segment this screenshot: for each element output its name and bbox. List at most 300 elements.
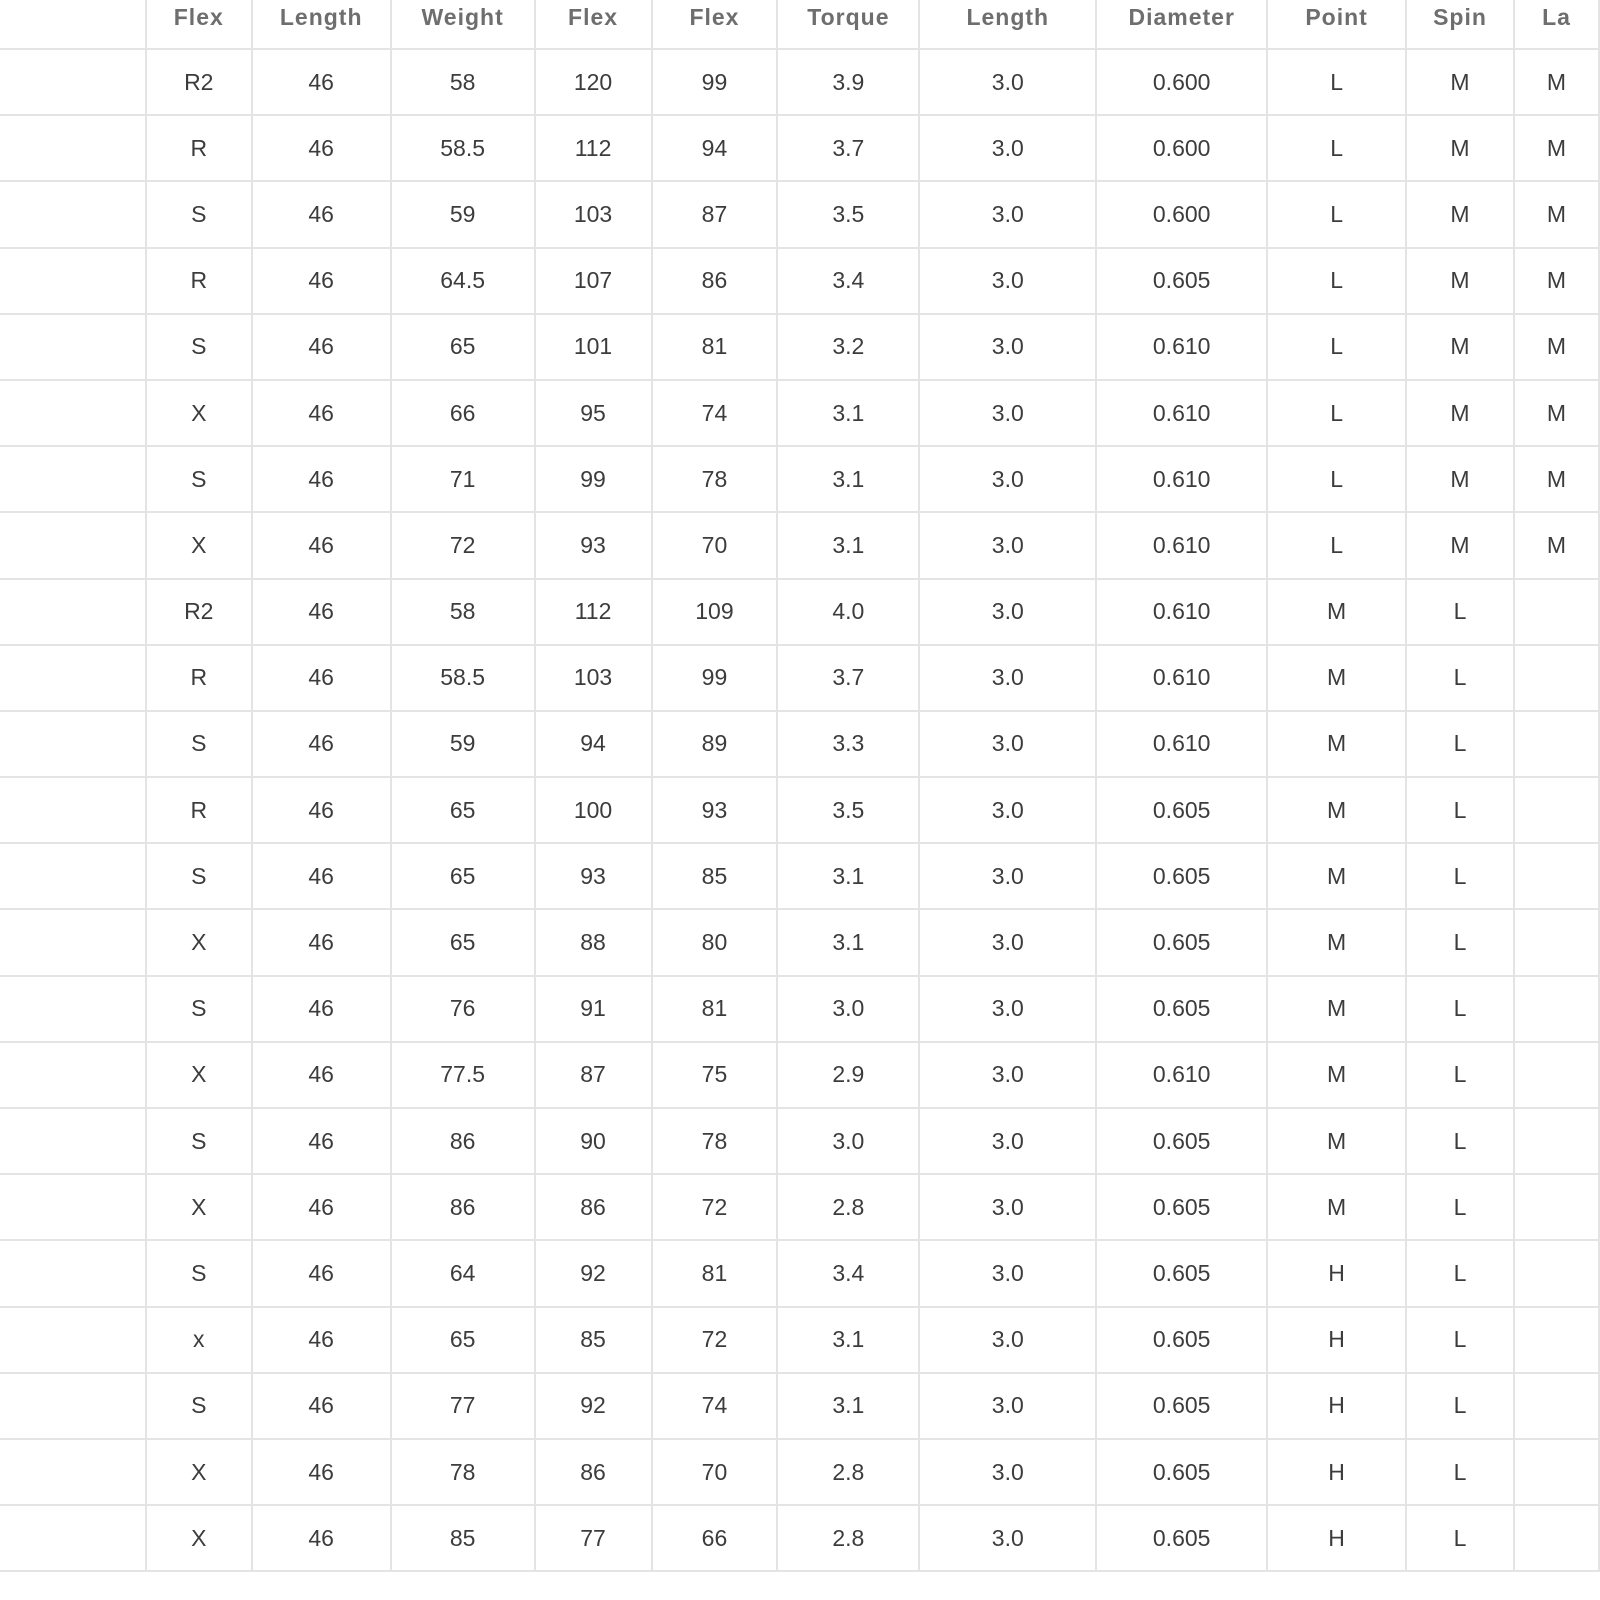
- model-cell: [0, 1505, 146, 1571]
- table-cell: 72: [652, 1174, 778, 1240]
- table-cell: 46: [252, 1439, 391, 1505]
- table-cell: 0.605: [1096, 777, 1267, 843]
- table-body: [0, 49, 1599, 1571]
- table-cell: L: [1406, 1042, 1514, 1108]
- table-cell: 46: [252, 579, 391, 645]
- column-header: Torque: [777, 0, 919, 49]
- table-cell: 94: [652, 115, 778, 181]
- table-cell: 77.5: [391, 1042, 535, 1108]
- table-cell: R2: [146, 579, 252, 645]
- column-header: [0, 0, 146, 49]
- table-cell: 46: [252, 512, 391, 578]
- table-cell: 76: [391, 976, 535, 1042]
- table-cell: [1514, 1042, 1599, 1108]
- table-cell: 112: [535, 579, 652, 645]
- table-cell: 0.605: [1096, 1108, 1267, 1174]
- header-row: [0, 0, 1599, 49]
- table-cell: 3.0: [919, 1240, 1096, 1306]
- table-cell: S: [146, 1108, 252, 1174]
- table-cell: 92: [535, 1240, 652, 1306]
- model-cell: [0, 777, 146, 843]
- table-cell: 3.0: [919, 976, 1096, 1042]
- table-cell: 0.605: [1096, 843, 1267, 909]
- table-row: [0, 1108, 1599, 1174]
- table-cell: 3.0: [919, 1505, 1096, 1571]
- column-header: Point: [1267, 0, 1406, 49]
- table-cell: S: [146, 1240, 252, 1306]
- model-cell: [0, 1042, 146, 1108]
- table-cell: 66: [652, 1505, 778, 1571]
- column-header: La: [1514, 0, 1599, 49]
- table-cell: M: [1267, 909, 1406, 975]
- table-cell: 65: [391, 909, 535, 975]
- table-cell: 86: [535, 1439, 652, 1505]
- table-cell: S: [146, 314, 252, 380]
- column-header: Flex: [146, 0, 252, 49]
- table-cell: 0.610: [1096, 314, 1267, 380]
- table-cell: 74: [652, 1373, 778, 1439]
- table-cell: 0.610: [1096, 711, 1267, 777]
- table-cell: 88: [535, 909, 652, 975]
- table-cell: L: [1267, 49, 1406, 115]
- table-cell: 3.1: [777, 1307, 919, 1373]
- table-row: [0, 1042, 1599, 1108]
- table-cell: X: [146, 1439, 252, 1505]
- table-cell: 0.605: [1096, 248, 1267, 314]
- table-cell: 85: [652, 843, 778, 909]
- table-cell: 46: [252, 976, 391, 1042]
- table-cell: L: [1406, 579, 1514, 645]
- table-cell: 58: [391, 579, 535, 645]
- table-cell: 81: [652, 314, 778, 380]
- table-cell: M: [1514, 181, 1599, 247]
- table-cell: R2: [146, 49, 252, 115]
- table-cell: S: [146, 711, 252, 777]
- table-cell: [1514, 1373, 1599, 1439]
- table-cell: 64.5: [391, 248, 535, 314]
- table-cell: 3.1: [777, 843, 919, 909]
- table-cell: 46: [252, 645, 391, 711]
- table-cell: 3.0: [919, 181, 1096, 247]
- model-cell: [0, 1307, 146, 1373]
- table-cell: [1514, 1439, 1599, 1505]
- table-cell: 0.610: [1096, 645, 1267, 711]
- table-cell: 0.605: [1096, 1240, 1267, 1306]
- table-cell: x: [146, 1307, 252, 1373]
- table-cell: 90: [535, 1108, 652, 1174]
- table-cell: H: [1267, 1439, 1406, 1505]
- column-header: Flex: [652, 0, 778, 49]
- table-cell: L: [1406, 1240, 1514, 1306]
- table-cell: 78: [391, 1439, 535, 1505]
- table-cell: M: [1267, 1108, 1406, 1174]
- table-cell: 72: [652, 1307, 778, 1373]
- table-cell: M: [1406, 115, 1514, 181]
- table-cell: 0.610: [1096, 1042, 1267, 1108]
- table-cell: L: [1406, 843, 1514, 909]
- table-cell: H: [1267, 1240, 1406, 1306]
- table-cell: 3.3: [777, 711, 919, 777]
- column-header: Flex: [535, 0, 652, 49]
- table-cell: 100: [535, 777, 652, 843]
- table-cell: 89: [652, 711, 778, 777]
- table-cell: 3.1: [777, 380, 919, 446]
- table-cell: 3.0: [919, 115, 1096, 181]
- table-cell: 72: [391, 512, 535, 578]
- table-cell: 64: [391, 1240, 535, 1306]
- table-cell: 0.600: [1096, 115, 1267, 181]
- table-cell: M: [1406, 49, 1514, 115]
- table-cell: 46: [252, 248, 391, 314]
- table-cell: L: [1406, 1505, 1514, 1571]
- table-cell: 94: [535, 711, 652, 777]
- table-cell: R: [146, 777, 252, 843]
- table-cell: 58.5: [391, 115, 535, 181]
- table-cell: M: [1514, 314, 1599, 380]
- table-cell: L: [1267, 115, 1406, 181]
- table-cell: 3.1: [777, 512, 919, 578]
- table-cell: M: [1267, 843, 1406, 909]
- table-cell: M: [1267, 777, 1406, 843]
- table-cell: [1514, 843, 1599, 909]
- table-cell: H: [1267, 1373, 1406, 1439]
- table-cell: 58: [391, 49, 535, 115]
- model-cell: [0, 248, 146, 314]
- model-cell: [0, 181, 146, 247]
- table-cell: 3.0: [919, 512, 1096, 578]
- table-cell: 78: [652, 446, 778, 512]
- table-cell: L: [1406, 1373, 1514, 1439]
- table-cell: 46: [252, 1042, 391, 1108]
- table-cell: S: [146, 976, 252, 1042]
- table-cell: 3.0: [919, 1439, 1096, 1505]
- table-cell: 87: [652, 181, 778, 247]
- table-cell: 0.605: [1096, 976, 1267, 1042]
- table-cell: 86: [391, 1108, 535, 1174]
- table-cell: 70: [652, 1439, 778, 1505]
- table-cell: [1514, 1307, 1599, 1373]
- table-row: [0, 115, 1599, 181]
- table-cell: 46: [252, 1108, 391, 1174]
- table-row: [0, 843, 1599, 909]
- table-cell: L: [1267, 380, 1406, 446]
- table-cell: L: [1406, 1174, 1514, 1240]
- model-cell: [0, 115, 146, 181]
- table-cell: [1514, 1108, 1599, 1174]
- table-cell: 3.0: [919, 49, 1096, 115]
- table-cell: L: [1406, 1439, 1514, 1505]
- table-cell: 2.8: [777, 1174, 919, 1240]
- table-cell: 2.8: [777, 1505, 919, 1571]
- table-cell: 58.5: [391, 645, 535, 711]
- table-cell: 99: [652, 49, 778, 115]
- table-cell: L: [1406, 777, 1514, 843]
- table-cell: 3.0: [919, 314, 1096, 380]
- table-row: [0, 181, 1599, 247]
- table-cell: 0.600: [1096, 49, 1267, 115]
- table-cell: 3.1: [777, 909, 919, 975]
- table-cell: 91: [535, 976, 652, 1042]
- table-cell: 0.605: [1096, 1439, 1267, 1505]
- table-cell: [1514, 645, 1599, 711]
- table-row: [0, 909, 1599, 975]
- table-cell: M: [1267, 1042, 1406, 1108]
- table-cell: 3.0: [919, 777, 1096, 843]
- table-cell: [1514, 777, 1599, 843]
- table-row: [0, 248, 1599, 314]
- table-row: [0, 1439, 1599, 1505]
- table-cell: 4.0: [777, 579, 919, 645]
- table-cell: S: [146, 1373, 252, 1439]
- table-cell: X: [146, 380, 252, 446]
- table-cell: 0.605: [1096, 1174, 1267, 1240]
- table-cell: H: [1267, 1505, 1406, 1571]
- table-cell: [1514, 1174, 1599, 1240]
- table-cell: R: [146, 645, 252, 711]
- column-header: Length: [252, 0, 391, 49]
- table-cell: R: [146, 115, 252, 181]
- table-cell: L: [1406, 976, 1514, 1042]
- table-cell: 65: [391, 777, 535, 843]
- table-cell: X: [146, 512, 252, 578]
- table-cell: M: [1514, 115, 1599, 181]
- table-cell: 103: [535, 181, 652, 247]
- table-cell: M: [1406, 446, 1514, 512]
- table-cell: 3.1: [777, 446, 919, 512]
- model-cell: [0, 1108, 146, 1174]
- table-cell: 0.605: [1096, 909, 1267, 975]
- table-cell: M: [1267, 1174, 1406, 1240]
- table-cell: 93: [535, 512, 652, 578]
- table-cell: 65: [391, 314, 535, 380]
- table-cell: 3.0: [777, 976, 919, 1042]
- table-cell: 46: [252, 446, 391, 512]
- table-row: [0, 1505, 1599, 1571]
- model-cell: [0, 976, 146, 1042]
- table-cell: 3.0: [919, 446, 1096, 512]
- model-cell: [0, 1373, 146, 1439]
- table-cell: 3.5: [777, 777, 919, 843]
- table-row: [0, 777, 1599, 843]
- model-cell: [0, 645, 146, 711]
- model-cell: [0, 314, 146, 380]
- table-row: [0, 579, 1599, 645]
- table-cell: 85: [391, 1505, 535, 1571]
- table-cell: 3.0: [919, 1174, 1096, 1240]
- column-header: Diameter: [1096, 0, 1267, 49]
- model-cell: [0, 1240, 146, 1306]
- table-cell: R: [146, 248, 252, 314]
- table-cell: 46: [252, 909, 391, 975]
- table-cell: 46: [252, 777, 391, 843]
- table-cell: 3.4: [777, 1240, 919, 1306]
- table-cell: L: [1406, 1108, 1514, 1174]
- table-cell: 3.0: [777, 1108, 919, 1174]
- table-cell: 46: [252, 1307, 391, 1373]
- table-cell: M: [1514, 512, 1599, 578]
- table-row: [0, 380, 1599, 446]
- table-cell: 3.0: [919, 1042, 1096, 1108]
- table-cell: 66: [391, 380, 535, 446]
- table-cell: [1514, 1505, 1599, 1571]
- table-row: [0, 645, 1599, 711]
- table-row: [0, 1307, 1599, 1373]
- table-cell: S: [146, 446, 252, 512]
- table-cell: 46: [252, 1373, 391, 1439]
- column-header: Length: [919, 0, 1096, 49]
- model-cell: [0, 843, 146, 909]
- table-row: [0, 49, 1599, 115]
- table-cell: 70: [652, 512, 778, 578]
- table-cell: 86: [535, 1174, 652, 1240]
- table-cell: 0.610: [1096, 380, 1267, 446]
- table-cell: 75: [652, 1042, 778, 1108]
- table-cell: [1514, 579, 1599, 645]
- table-cell: M: [1514, 49, 1599, 115]
- table-row: [0, 1240, 1599, 1306]
- table-cell: 86: [652, 248, 778, 314]
- table-cell: 3.1: [777, 1373, 919, 1439]
- table-row: [0, 711, 1599, 777]
- table-cell: 3.0: [919, 645, 1096, 711]
- column-header: Spin: [1406, 0, 1514, 49]
- table-cell: 109: [652, 579, 778, 645]
- model-cell: [0, 446, 146, 512]
- table-cell: L: [1267, 248, 1406, 314]
- table-row: [0, 446, 1599, 512]
- table-cell: 2.8: [777, 1439, 919, 1505]
- table-cell: M: [1514, 446, 1599, 512]
- table-cell: L: [1406, 645, 1514, 711]
- table-cell: 59: [391, 181, 535, 247]
- table-cell: 3.7: [777, 115, 919, 181]
- table-cell: 85: [535, 1307, 652, 1373]
- table-cell: M: [1406, 248, 1514, 314]
- table-cell: L: [1267, 446, 1406, 512]
- table-cell: 3.4: [777, 248, 919, 314]
- table-cell: M: [1406, 181, 1514, 247]
- table-cell: 46: [252, 181, 391, 247]
- table-cell: 3.9: [777, 49, 919, 115]
- table-cell: 92: [535, 1373, 652, 1439]
- table-row: [0, 512, 1599, 578]
- table-cell: [1514, 976, 1599, 1042]
- table-cell: 3.0: [919, 380, 1096, 446]
- table-cell: 59: [391, 711, 535, 777]
- model-cell: [0, 380, 146, 446]
- table-cell: 3.5: [777, 181, 919, 247]
- table-cell: 107: [535, 248, 652, 314]
- table-row: [0, 976, 1599, 1042]
- table-header: [0, 0, 1599, 49]
- table-cell: 46: [252, 380, 391, 446]
- model-cell: [0, 909, 146, 975]
- table-cell: 99: [652, 645, 778, 711]
- table-cell: 95: [535, 380, 652, 446]
- table-cell: 81: [652, 1240, 778, 1306]
- table-cell: 3.2: [777, 314, 919, 380]
- table-cell: M: [1514, 380, 1599, 446]
- table-cell: S: [146, 843, 252, 909]
- table-cell: 71: [391, 446, 535, 512]
- table-cell: M: [1267, 645, 1406, 711]
- table-cell: 103: [535, 645, 652, 711]
- table-cell: X: [146, 1042, 252, 1108]
- table-cell: X: [146, 1174, 252, 1240]
- table-cell: [1514, 711, 1599, 777]
- table-cell: L: [1267, 181, 1406, 247]
- table-cell: X: [146, 1505, 252, 1571]
- table-cell: 3.7: [777, 645, 919, 711]
- table-cell: X: [146, 909, 252, 975]
- table-cell: 3.0: [919, 248, 1096, 314]
- table-cell: 0.610: [1096, 579, 1267, 645]
- table-cell: 65: [391, 1307, 535, 1373]
- table-cell: 99: [535, 446, 652, 512]
- table-cell: L: [1406, 1307, 1514, 1373]
- table-cell: 3.0: [919, 1307, 1096, 1373]
- model-cell: [0, 512, 146, 578]
- table-cell: 46: [252, 49, 391, 115]
- model-cell: [0, 49, 146, 115]
- table-cell: M: [1267, 976, 1406, 1042]
- table-cell: 86: [391, 1174, 535, 1240]
- table-cell: 101: [535, 314, 652, 380]
- table-cell: 46: [252, 1174, 391, 1240]
- table-cell: M: [1267, 579, 1406, 645]
- table-cell: 46: [252, 711, 391, 777]
- table-cell: 77: [391, 1373, 535, 1439]
- table-cell: [1514, 909, 1599, 975]
- table-cell: 78: [652, 1108, 778, 1174]
- table-cell: 0.600: [1096, 181, 1267, 247]
- table-cell: M: [1514, 248, 1599, 314]
- table-cell: M: [1267, 711, 1406, 777]
- table-cell: 74: [652, 380, 778, 446]
- table-cell: 2.9: [777, 1042, 919, 1108]
- table-cell: 46: [252, 115, 391, 181]
- table-cell: 0.610: [1096, 446, 1267, 512]
- table-cell: M: [1406, 314, 1514, 380]
- table-cell: 112: [535, 115, 652, 181]
- table-cell: 46: [252, 1505, 391, 1571]
- table-cell: 0.605: [1096, 1307, 1267, 1373]
- column-header: Weight: [391, 0, 535, 49]
- table-cell: 87: [535, 1042, 652, 1108]
- table-cell: 65: [391, 843, 535, 909]
- table-cell: 3.0: [919, 711, 1096, 777]
- table-cell: S: [146, 181, 252, 247]
- table-cell: 3.0: [919, 843, 1096, 909]
- table-cell: 3.0: [919, 579, 1096, 645]
- table-cell: 80: [652, 909, 778, 975]
- table-cell: 0.610: [1096, 512, 1267, 578]
- model-cell: [0, 1174, 146, 1240]
- table-cell: 77: [535, 1505, 652, 1571]
- table-row: [0, 1174, 1599, 1240]
- table-cell: 0.605: [1096, 1373, 1267, 1439]
- table-cell: L: [1406, 711, 1514, 777]
- table-cell: 46: [252, 843, 391, 909]
- table-cell: 3.0: [919, 909, 1096, 975]
- model-cell: [0, 711, 146, 777]
- table-cell: 0.605: [1096, 1505, 1267, 1571]
- table-row: [0, 1373, 1599, 1439]
- table-cell: 3.0: [919, 1108, 1096, 1174]
- model-cell: [0, 1439, 146, 1505]
- table-cell: 81: [652, 976, 778, 1042]
- table-cell: 46: [252, 1240, 391, 1306]
